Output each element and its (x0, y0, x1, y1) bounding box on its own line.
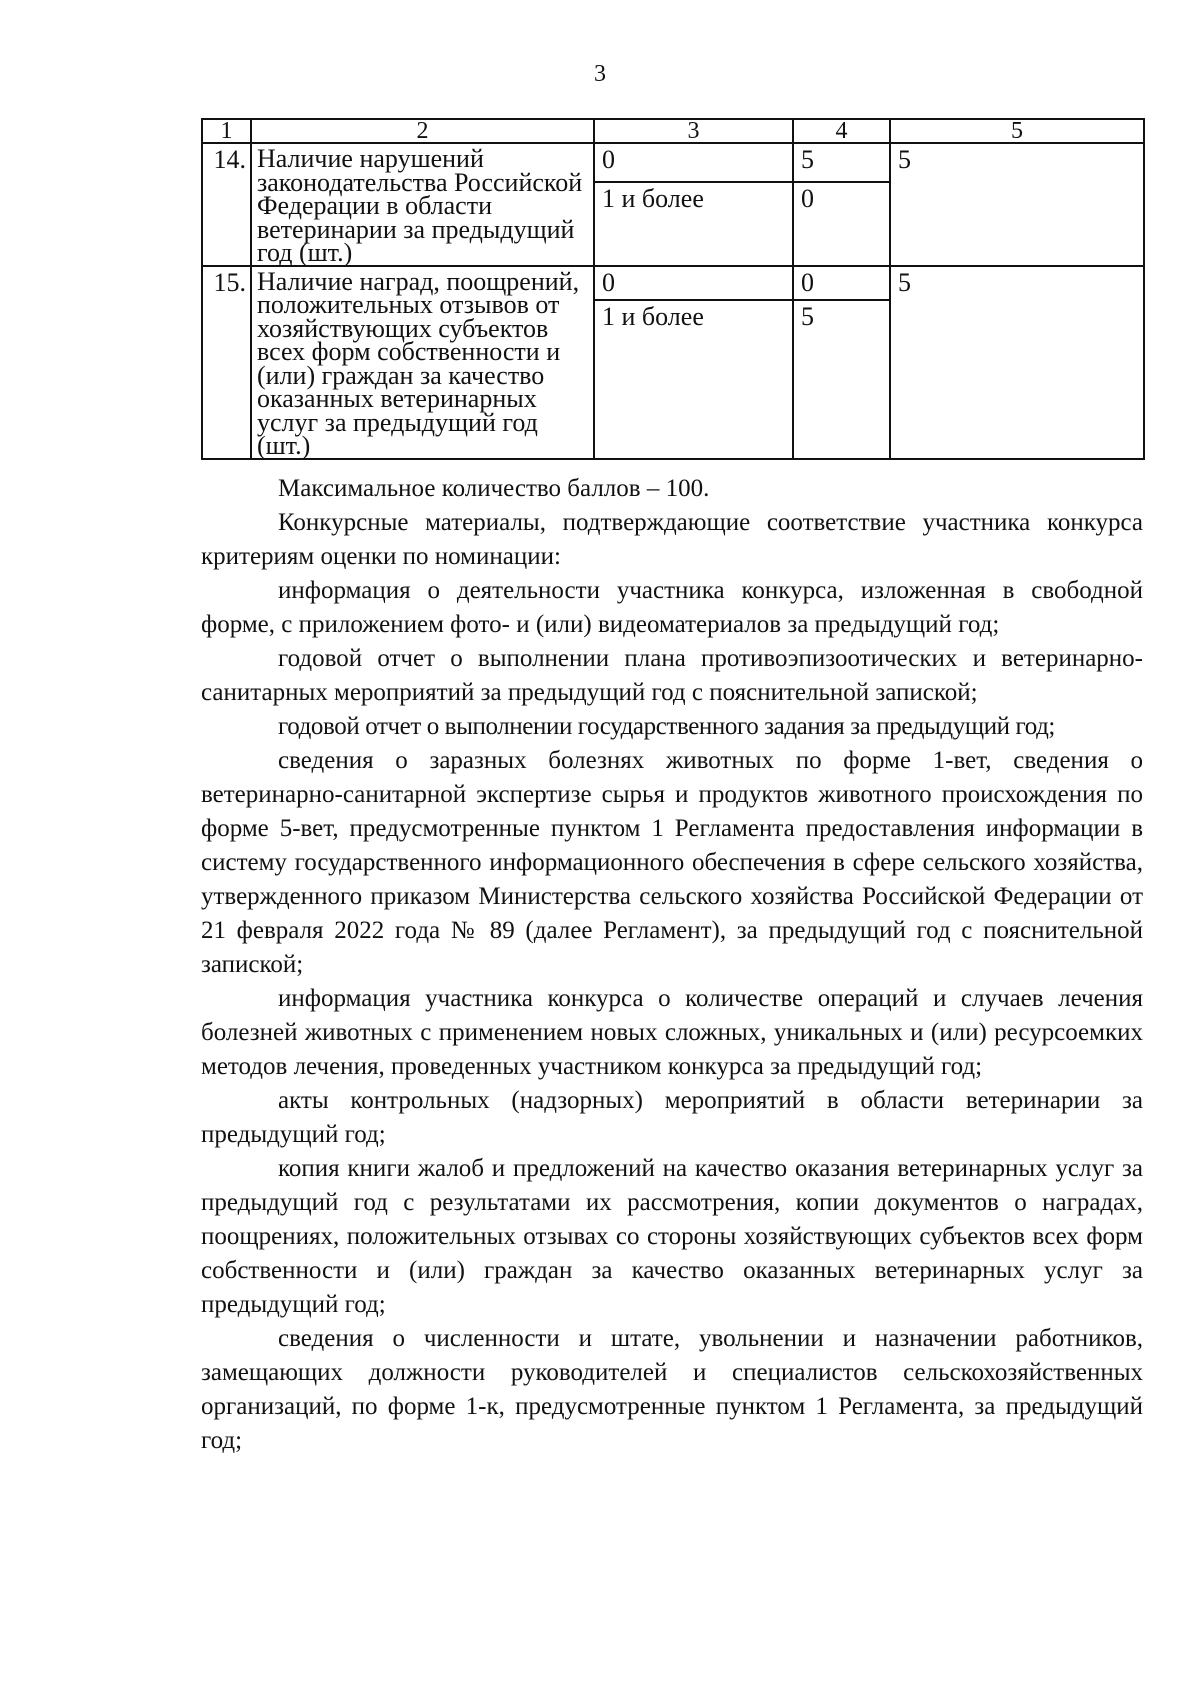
row-number: 15. (202, 266, 251, 459)
value-cell: 1 и более (594, 300, 793, 459)
points-cell: 0 (793, 182, 890, 266)
list-item: информация участника конкурса о количестве операций и случаев лечения болезней животных с применением новых сложных, уникальных и (или) ресурсоемких методов лечения, проведенных участником конкурса за предыдущий год; (201, 985, 1143, 1080)
list-item: информация о деятельности участника конкурса, изложенная в свободной форме, с приложением фото- и (или) видеоматериалов за предыдущий год; (201, 577, 1143, 638)
criterion-cell: Наличие нарушений законодательства Российской Федерации в области ветеринарии за предыдущий год (шт.) (251, 143, 594, 266)
header-cell: 1 (202, 119, 251, 143)
max-points-line: Максимальное количество баллов – 100. (278, 475, 710, 502)
row-number: 14. (202, 143, 251, 266)
value-cell: 1 и более (594, 182, 793, 266)
criterion-cell: Наличие наград, поощрений, положительных отзывов от хозяйствующих субъектов всех форм собственности и (или) граждан за качество оказанных ветеринарных услуг за предыдущий год (шт.) (251, 266, 594, 459)
document-body (201, 472, 1143, 1458)
list-item: копия книги жалоб и предложений на качество оказания ветеринарных услуг за предыдущий год с результатами их рассмотрения, копии документов о наградах, поощрениях, положительных отзывах со стороны хозяйствующих субъектов всех форм собственности и (или) граждан за качество оказанных ветеринарных услуг за предыдущий год; (201, 1155, 1143, 1318)
list-item: сведения о заразных болезнях животных по форме 1-вет, сведения о ветеринарно-санитарной экспертизе сырья и продуктов животного происхождения по форме 5-вет, предусмотренные пунктом 1 Регламента предоставления информации в систему государственного информационного обеспечения в сфере сельского хозяйства, утвержденного приказом Министерства сельского хозяйства Российской Федерации от 21 февраля 2022 года № 89 (далее Регламент), за предыдущий год с пояснительной запиской; (201, 747, 1143, 978)
header-cell: 2 (251, 119, 594, 143)
points-cell: 5 (793, 143, 890, 182)
intro-paragraph: Конкурсные материалы, подтверждающие соответствие участника конкурса критериям оценки по номинации: (201, 509, 1143, 570)
table-row (202, 143, 1144, 182)
max-points-cell: 5 (890, 266, 1144, 459)
list-item: акты контрольных (надзорных) мероприятий в области ветеринарии за предыдущий год; (201, 1087, 1143, 1148)
list-item: сведения о численности и штате, увольнении и назначении работников, замещающих должности руководителей и специалистов сельскохозяйственных организаций, по форме 1-к, предусмотренные пунктом 1 Регламента, за предыдущий год; (201, 1325, 1143, 1454)
criteria-table (201, 118, 1145, 460)
points-cell: 5 (793, 300, 890, 459)
points-cell: 0 (793, 266, 890, 300)
header-cell: 5 (890, 119, 1144, 143)
max-points-cell: 5 (890, 143, 1144, 266)
header-cell: 3 (594, 119, 793, 143)
header-cell: 4 (793, 119, 890, 143)
table-row (202, 266, 1144, 300)
value-cell: 0 (594, 266, 793, 300)
list-item: годовой отчет о выполнении плана противоэпизоотических и ветеринарно-санитарных мероприятий за предыдущий год с пояснительной запиской; (201, 645, 1143, 706)
table-header-row (202, 119, 1144, 143)
page-number: 3 (594, 61, 606, 87)
value-cell: 0 (594, 143, 793, 182)
list-item: годовой отчет о выполнении государственного задания за предыдущий год; (278, 713, 1055, 740)
